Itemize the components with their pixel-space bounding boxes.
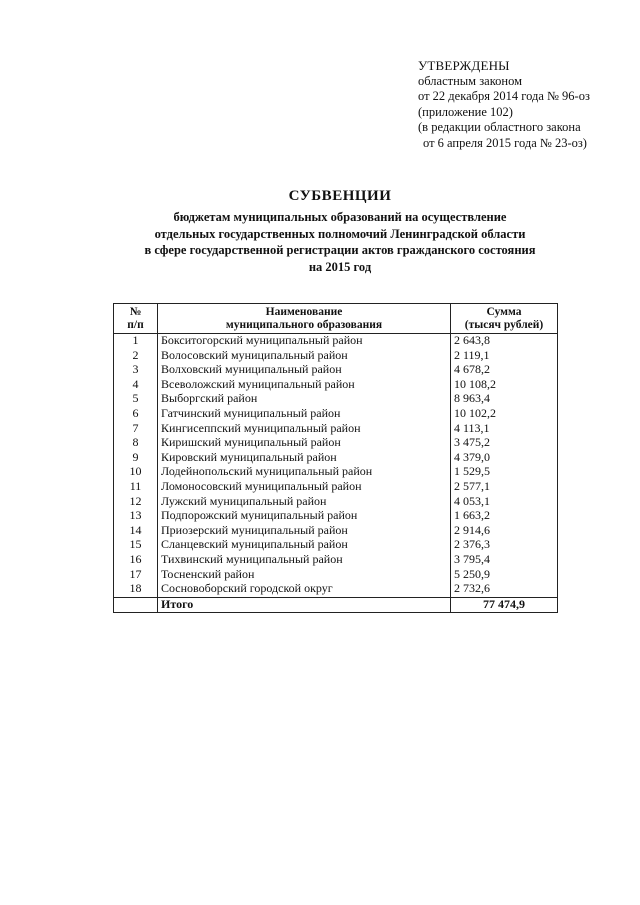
table-body xyxy=(114,334,558,613)
row-sum: 3 795,4 xyxy=(451,553,558,568)
row-number: 14 xyxy=(114,524,158,539)
approval-line: (в редакции областного закона xyxy=(418,120,581,135)
approval-line: от 22 декабря 2014 года № 96-оз xyxy=(418,89,590,104)
table-row xyxy=(114,451,558,466)
row-sum: 4 053,1 xyxy=(451,495,558,510)
row-sum: 10 108,2 xyxy=(451,378,558,393)
row-sum: 2 119,1 xyxy=(451,349,558,364)
row-name: Лужский муниципальный район xyxy=(158,495,451,510)
total-row xyxy=(114,597,558,612)
row-number: 7 xyxy=(114,422,158,437)
approval-stamp xyxy=(418,58,628,152)
row-number: 8 xyxy=(114,436,158,451)
header-name-line2: муниципального образования xyxy=(225,319,383,331)
table-row xyxy=(114,334,558,349)
header-sum-line2: (тысяч рублей) xyxy=(464,319,544,331)
table-row xyxy=(114,509,558,524)
table-row xyxy=(114,495,558,510)
document-subtitle-line: в сфере государственной регистрации актов гражданского состояния xyxy=(144,243,536,257)
row-number: 10 xyxy=(114,465,158,480)
row-number: 11 xyxy=(114,480,158,495)
row-number: 2 xyxy=(114,349,158,364)
subventions-table xyxy=(113,303,558,613)
table-row xyxy=(114,349,558,364)
row-number: 9 xyxy=(114,451,158,466)
row-sum: 4 678,2 xyxy=(451,363,558,378)
row-name: Кингисеппский муниципальный район xyxy=(158,422,451,437)
row-sum: 10 102,2 xyxy=(451,407,558,422)
approval-title: УТВЕРЖДЕНЫ xyxy=(418,58,510,73)
row-name: Тихвинский муниципальный район xyxy=(158,553,451,568)
approval-line: (приложение 102) xyxy=(418,104,513,119)
table-row xyxy=(114,392,558,407)
table-row xyxy=(114,436,558,451)
header-name-line1: Наименование xyxy=(265,306,343,318)
approval-line: от 6 апреля 2015 года № 23-оз) xyxy=(423,135,587,150)
total-sum: 77 474,9 xyxy=(451,597,558,612)
header-number xyxy=(114,304,158,334)
table-row xyxy=(114,407,558,422)
row-name: Лодейнопольский муниципальный район xyxy=(158,465,451,480)
row-name: Сланцевский муниципальный район xyxy=(158,538,451,553)
row-name: Гатчинский муниципальный район xyxy=(158,407,451,422)
row-name: Волосовский муниципальный район xyxy=(158,349,451,364)
row-number: 4 xyxy=(114,378,158,393)
row-name: Приозерский муниципальный район xyxy=(158,524,451,539)
table-row xyxy=(114,422,558,437)
total-number-cell xyxy=(114,597,158,612)
row-sum: 1 529,5 xyxy=(451,465,558,480)
header-sum xyxy=(451,304,558,334)
table-row xyxy=(114,524,558,539)
row-sum: 2 732,6 xyxy=(451,582,558,597)
row-sum: 3 475,2 xyxy=(451,436,558,451)
row-name: Ломоносовский муниципальный район xyxy=(158,480,451,495)
row-name: Бокситогорский муниципальный район xyxy=(158,334,451,349)
table-row xyxy=(114,378,558,393)
row-sum: 4 113,1 xyxy=(451,422,558,437)
document-title: СУБВЕНЦИИ xyxy=(288,188,392,204)
row-number: 15 xyxy=(114,538,158,553)
row-sum: 8 963,4 xyxy=(451,392,558,407)
row-number: 16 xyxy=(114,553,158,568)
table-header-row xyxy=(114,304,558,334)
row-name: Подпорожский муниципальный район xyxy=(158,509,451,524)
document-heading xyxy=(80,188,600,275)
row-sum: 2 643,8 xyxy=(451,334,558,349)
row-sum: 2 376,3 xyxy=(451,538,558,553)
document-subtitle-line: отдельных государственных полномочий Ленинградской области xyxy=(154,226,526,241)
table-row xyxy=(114,538,558,553)
table-row xyxy=(114,480,558,495)
header-name xyxy=(158,304,451,334)
row-number: 13 xyxy=(114,509,158,524)
document-subtitle-line: на 2015 год xyxy=(308,259,372,274)
row-name: Кировский муниципальный район xyxy=(158,451,451,466)
row-number: 12 xyxy=(114,495,158,510)
row-sum: 2 914,6 xyxy=(451,524,558,539)
row-sum: 1 663,2 xyxy=(451,509,558,524)
row-name: Сосновоборский городской округ xyxy=(158,582,451,597)
row-number: 17 xyxy=(114,568,158,583)
table-row xyxy=(114,553,558,568)
row-number: 1 xyxy=(114,334,158,349)
table-row xyxy=(114,568,558,583)
row-number: 5 xyxy=(114,392,158,407)
table-row xyxy=(114,363,558,378)
approval-line: областным законом xyxy=(418,73,523,88)
header-number-line1: № xyxy=(129,306,142,318)
row-sum: 5 250,9 xyxy=(451,568,558,583)
table-row xyxy=(114,582,558,597)
row-sum: 2 577,1 xyxy=(451,480,558,495)
document-subtitle-line: бюджетам муниципальных образований на осуществление xyxy=(173,210,507,224)
row-number: 18 xyxy=(114,582,158,597)
table-row xyxy=(114,465,558,480)
row-name: Тосненский район xyxy=(158,568,451,583)
row-name: Выборгский район xyxy=(158,392,451,407)
row-number: 3 xyxy=(114,363,158,378)
row-name: Киришский муниципальный район xyxy=(158,436,451,451)
row-number: 6 xyxy=(114,407,158,422)
row-name: Всеволожский муниципальный район xyxy=(158,378,451,393)
total-label: Итого xyxy=(158,597,451,612)
header-sum-line1: Сумма xyxy=(486,306,522,318)
row-sum: 4 379,0 xyxy=(451,451,558,466)
header-number-line2: п/п xyxy=(127,319,144,331)
row-name: Волховский муниципальный район xyxy=(158,363,451,378)
